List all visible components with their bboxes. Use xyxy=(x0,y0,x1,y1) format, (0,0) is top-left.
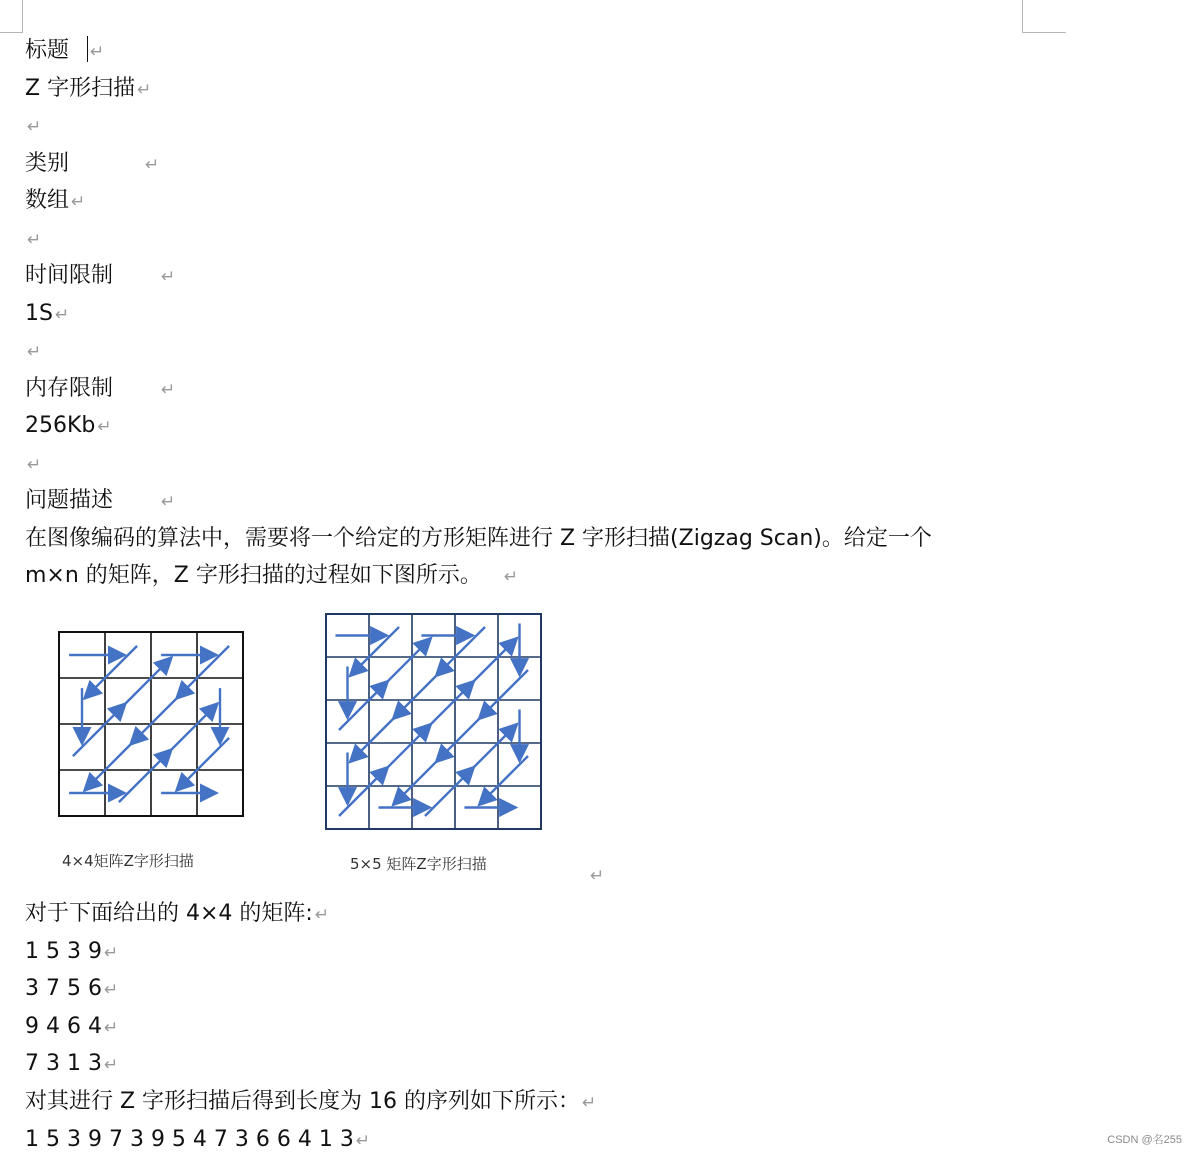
paragraph-mark: ↵ xyxy=(355,1130,371,1151)
paragraph-line xyxy=(25,374,175,405)
paragraph-line xyxy=(25,224,41,255)
paragraph-line xyxy=(25,299,69,330)
figure-4x4-zigzag xyxy=(55,628,250,823)
paragraph-mark: ↵ xyxy=(137,79,152,100)
paragraph-text: 1 5 3 9 7 3 9 5 4 7 3 6 6 4 1 3 xyxy=(25,1126,354,1152)
figure-5x5-zigzag xyxy=(322,610,547,835)
paragraph-line xyxy=(25,74,151,105)
paragraph-text: 7 3 1 3 xyxy=(25,1051,102,1077)
figure-row-paragraph-mark: ↵ xyxy=(590,866,605,886)
paragraph-text: 对其进行 Z 字形扫描后得到长度为 16 的序列如下所示： xyxy=(25,1089,581,1114)
paragraph-mark: ↵ xyxy=(103,980,119,1001)
paragraph-text: 在图像编码的算法中，需要将一个给定的方形矩阵进行 Z 字形扫描(Zigzag Scan)。给定一个 xyxy=(25,525,932,551)
paragraph-line xyxy=(25,186,85,217)
paragraph-text: 3 7 5 6 xyxy=(25,976,102,1002)
paragraph-line xyxy=(25,937,118,968)
paragraph-line xyxy=(25,261,175,292)
paragraph-text: m×n 的矩阵，Z 字形扫描的过程如下图所示。 xyxy=(25,563,482,588)
paragraph-mark: ↵ xyxy=(103,1055,119,1076)
paragraph-mark: ↵ xyxy=(582,1093,597,1113)
paragraph-mark: ↵ xyxy=(103,1017,119,1038)
paragraph-text: 时间限制 xyxy=(25,263,114,288)
paragraph-text: 数组 xyxy=(25,188,70,213)
paragraph-mark: ↵ xyxy=(71,192,86,212)
paragraph-line xyxy=(25,1087,596,1118)
figure-caption-4x4: 4×4矩阵Z字形扫描 xyxy=(62,852,194,870)
paragraph-line xyxy=(25,336,41,367)
text-cursor xyxy=(87,36,88,62)
paragraph-mark: ↵ xyxy=(27,117,42,137)
watermark: CSDN @名255 xyxy=(1107,1134,1182,1146)
paragraph-line xyxy=(25,411,112,442)
page-corner-mark-left xyxy=(0,0,23,33)
paragraph-text: 256Kb xyxy=(25,413,96,438)
paragraph-line xyxy=(25,36,104,67)
paragraph-mark: ↵ xyxy=(161,379,176,400)
paragraph-mark: ↵ xyxy=(314,905,330,925)
paragraph-mark: ↵ xyxy=(90,42,105,62)
paragraph-line xyxy=(25,1049,118,1080)
paragraph-line xyxy=(25,974,118,1005)
paragraph-text: 标题 xyxy=(25,38,70,63)
paragraph-text: Z 字形扫描 xyxy=(25,75,136,101)
paragraph-text: 内存限制 xyxy=(25,375,114,401)
paragraph-mark: ↵ xyxy=(27,229,42,250)
paragraph-mark: ↵ xyxy=(27,454,42,475)
paragraph-mark: ↵ xyxy=(145,154,160,175)
paragraph-mark: ↵ xyxy=(54,304,70,325)
page-corner-mark-right xyxy=(1022,0,1066,33)
paragraph-text: 9 4 6 4 xyxy=(25,1013,102,1039)
paragraph-line xyxy=(25,561,518,592)
paragraph-line xyxy=(25,1125,370,1156)
paragraph-mark: ↵ xyxy=(503,567,519,587)
paragraph-line xyxy=(25,1012,118,1043)
paragraph-text: 问题描述 xyxy=(25,488,114,513)
paragraph-text: 对于下面给出的 4×4 的矩阵: xyxy=(25,901,313,926)
figure-caption-5x5: 5×5 矩阵Z字形扫描 xyxy=(350,855,487,873)
paragraph-mark: ↵ xyxy=(97,417,112,437)
paragraph-mark: ↵ xyxy=(103,942,119,963)
paragraph-line xyxy=(25,111,41,142)
paragraph-line xyxy=(25,149,159,180)
paragraph-line xyxy=(25,524,932,554)
paragraph-text: 1 5 3 9 xyxy=(25,938,102,964)
paragraph-mark: ↵ xyxy=(161,492,176,512)
paragraph-line xyxy=(25,486,175,517)
paragraph-text: 1S xyxy=(25,300,53,326)
paragraph-line xyxy=(25,899,329,930)
paragraph-line xyxy=(25,449,41,480)
paragraph-text: 类别 xyxy=(25,150,70,176)
paragraph-mark: ↵ xyxy=(27,342,42,362)
paragraph-mark: ↵ xyxy=(161,267,176,287)
